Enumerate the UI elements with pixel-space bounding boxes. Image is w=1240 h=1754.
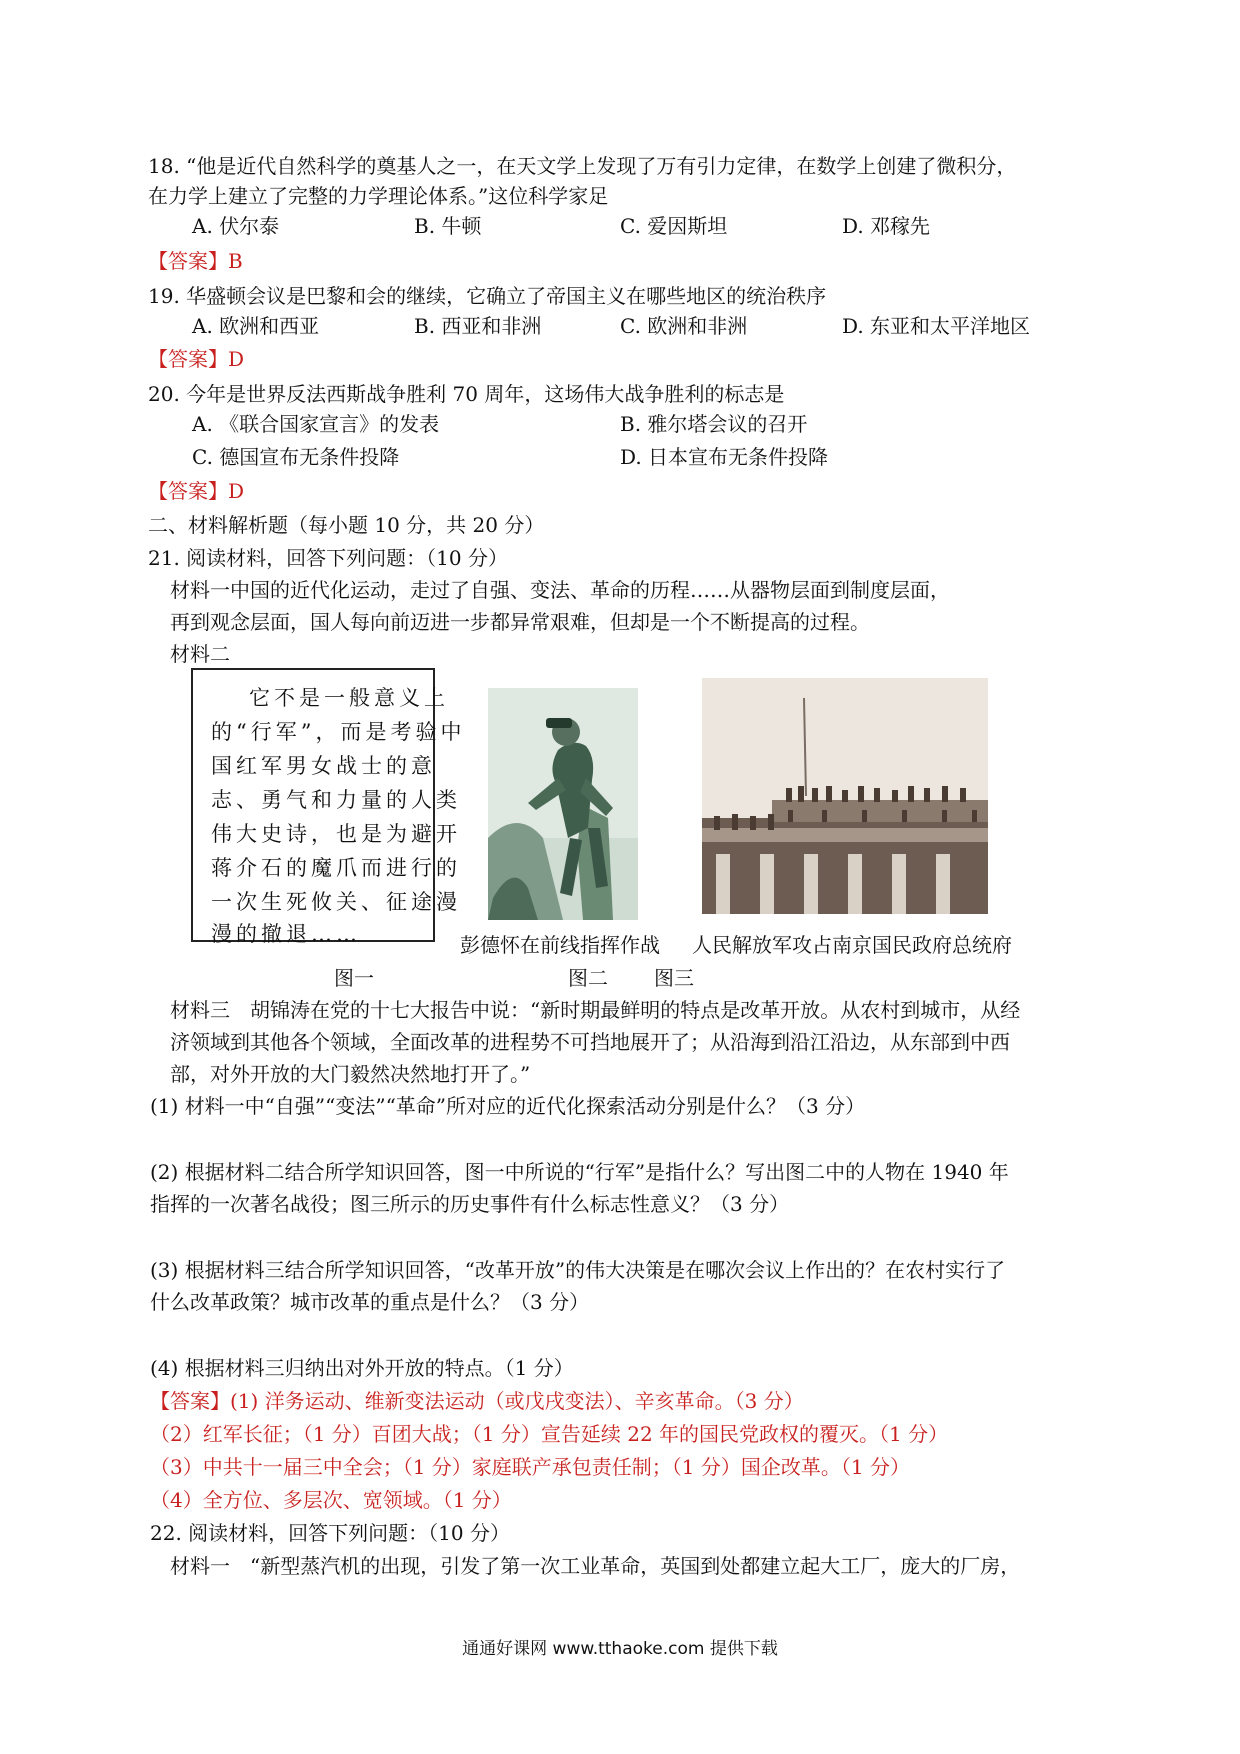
figure1-text-box [191, 668, 466, 946]
q19-stem: 19. 华盛顿会议是巴黎和会的继续，它确立了帝国主义在哪些地区的统治秩序 [148, 284, 827, 308]
q21-material1-line1: 材料一中国的近代化运动，走过了自强、变法、革命的历程……从器物层面到制度层面， [170, 578, 950, 602]
q21-answer-line2: （2）红军长征；（1 分）百团大战；（1 分）宣告延续 22 年的国民党政权的覆灭。（1 分） [150, 1422, 949, 1446]
q18-stem-line1: 18. “他是近代自然科学的奠基人之一，在天文学上发现了万有引力定律，在数学上创建了微积分， [148, 154, 1017, 178]
q21-material1-line2: 再到观念层面，国人每向前迈进一步都异常艰难，但却是一个不断提高的过程。 [170, 610, 870, 634]
q21-answer-line1 [150, 1387, 804, 1415]
q20-option-b: B. 雅尔塔会议的召开 [620, 412, 808, 436]
q18-option-b: B. 牛顿 [414, 214, 482, 238]
q20-stem: 20. 今年是世界反法西斯战争胜利 70 周年，这场伟大战争胜利的标志是 [148, 382, 785, 406]
soldier-photo-image [488, 688, 638, 920]
q18-option-c: C. 爱因斯坦 [620, 214, 728, 238]
poem-line: 一次生死攸关、征途漫 [211, 890, 461, 914]
figure3-label: 图三 [654, 966, 694, 990]
q22-material1-line1: 材料一 “新型蒸汽机的出现，引发了第一次工业革命，英国到处都建立起大工厂，庞大的厂房， [170, 1554, 1021, 1578]
poem-line: 国红军男女战士的意 [211, 754, 436, 778]
q21-subquestion-2-line2: 指挥的一次著名战役；图三所示的历史事件有什么标志性意义？（3 分） [150, 1192, 790, 1216]
q21-subquestion-1: (1) 材料一中“自强”“变法”“革命”所对应的近代化探索活动分别是什么？（3 分） [150, 1094, 866, 1118]
q20-answer: 【答案】D [148, 479, 245, 503]
section-heading: 二、材料解析题（每小题 10 分，共 20 分） [148, 513, 545, 537]
q21-answer-line4: （4）全方位、多层次、宽领域。（1 分） [150, 1488, 512, 1512]
q18-stem-line2: 在力学上建立了完整的力学理论体系。”这位科学家足 [148, 184, 609, 208]
q21-answer-line3: （3）中共十一届三中全会；（1 分）家庭联产承包责任制；（1 分）国企改革。（1 分） [150, 1455, 910, 1479]
poem-line: 它不是一般意义上 [249, 686, 449, 710]
q18-option-d: D. 邓稼先 [842, 214, 931, 238]
poem-line: 蒋介石的魔爪而进行的 [211, 856, 461, 880]
poem-line: 漫的撤退…… [211, 922, 361, 946]
q21-subquestion-3-line1: (3) 根据材料三结合所学知识回答，“改革开放”的伟大决策是在哪次会议上作出的？在农村实行了 [150, 1258, 1006, 1282]
answer-part-1: (1) 洋务运动、维新变法运动（或戊戌变法）、辛亥革命。（3 分） [230, 1389, 804, 1413]
q21-material3-line1: 材料三 胡锦涛在党的十七大报告中说：“新时期最鲜明的特点是改革开放。从农村到城市，从经 [170, 998, 1021, 1022]
q21-subquestion-3-line2: 什么改革政策？城市改革的重点是什么？（3 分） [150, 1290, 590, 1314]
presidential-palace-photo-image [702, 678, 988, 914]
q18-answer: 【答案】B [148, 249, 243, 273]
poem-line: 伟大史诗，也是为避开 [211, 822, 461, 846]
q22-title: 22. 阅读材料，回答下列问题：（10 分） [150, 1521, 510, 1545]
q21-subquestion-4: (4) 根据材料三归纳出对外开放的特点。（1 分） [150, 1356, 574, 1380]
q19-option-c: C. 欧洲和非洲 [620, 314, 748, 338]
figure1-label: 图一 [334, 966, 374, 990]
answer-label: 【答案】 [150, 1389, 230, 1413]
poem-line: 的“行军”，而是考验中 [211, 720, 466, 744]
figure2-photo [488, 688, 638, 920]
q20-option-d: D. 日本宣布无条件投降 [620, 445, 829, 469]
figure3-caption: 人民解放军攻占南京国民政府总统府 [692, 933, 1012, 957]
q19-option-d: D. 东亚和太平洋地区 [842, 314, 1031, 338]
q18-option-a: A. 伏尔泰 [192, 214, 280, 238]
q21-subquestion-2-line1: (2) 根据材料二结合所学知识回答，图一中所说的“行军”是指什么？写出图二中的人物在 1940 年 [150, 1160, 1009, 1184]
q21-material2-label: 材料二 [170, 642, 230, 666]
poem-line: 志、勇气和力量的人类 [211, 788, 461, 812]
page-footer: 通通好课网 www.tthaoke.com 提供下载 [462, 1639, 778, 1659]
q19-option-b: B. 西亚和非洲 [414, 314, 542, 338]
q21-material3-line3: 部，对外开放的大门毅然决然地打开了。” [170, 1062, 531, 1086]
q20-option-a: A. 《联合国家宣言》的发表 [192, 412, 440, 436]
figure2-label: 图二 [568, 966, 608, 990]
figure3-photo [702, 678, 988, 914]
q21-material3-line2: 济领域到其他各个领域，全面改革的进程势不可挡地展开了；从沿海到沿江沿边，从东部到中西 [170, 1030, 1010, 1054]
q21-title: 21. 阅读材料，回答下列问题：（10 分） [148, 546, 508, 570]
figure2-caption: 彭德怀在前线指挥作战 [460, 933, 660, 957]
q19-answer: 【答案】D [148, 347, 245, 371]
q19-option-a: A. 欧洲和西亚 [192, 314, 320, 338]
q20-option-c: C. 德国宣布无条件投降 [192, 445, 400, 469]
